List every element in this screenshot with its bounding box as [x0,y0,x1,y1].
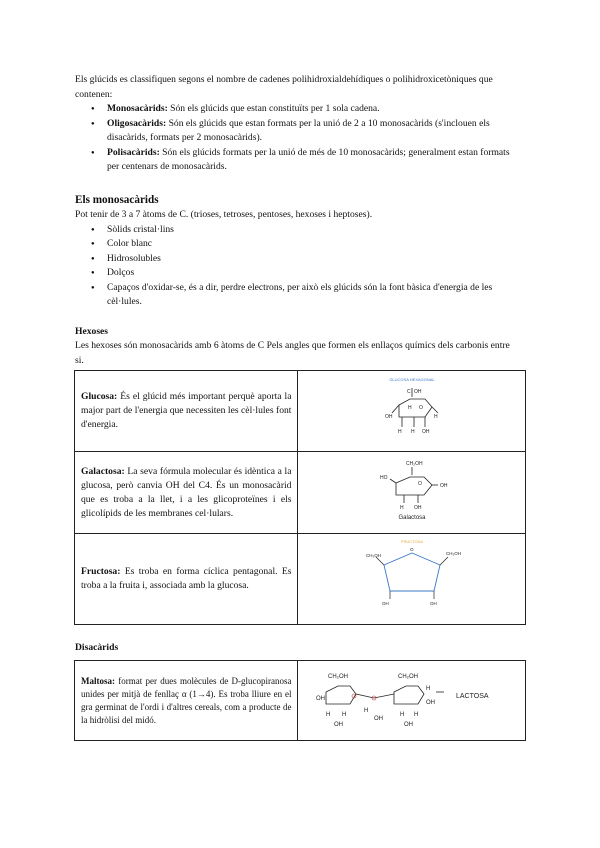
hexoses-section [75,325,520,368]
svg-text:CH₂OH: CH₂OH [445,551,461,557]
intro-bullet-list [75,102,515,175]
list-item: ● Dolços [75,266,515,281]
svg-text:OH: OH [426,699,436,706]
svg-text:OH: OH [316,695,326,702]
glucosa-description: Glucosa: És el glúcid més important perquè aporta la major part de l'energia que necessiten les cèl·lules font d'energia. [81,391,292,430]
svg-text:Galactosa: Galactosa [398,514,426,521]
svg-text:H: H [364,707,369,714]
svg-text:OH: OH [421,429,430,436]
svg-text:H: H [410,429,415,436]
list-item: ● Oligosacàrids: Són els glúcids que estan formats per la unió de 2 a 10 monosacàrids (s'inclouen els disacàrids, formats per 2 monosacàrids). [75,117,515,146]
disacarids-section [75,641,118,655]
section-heading: Els monosacàrids [75,194,159,206]
section-text: Les hexoses són monosacàrids amb 6 àtoms de C Pels angles que formen els enllaços químics dels carbonis entre si. [75,340,510,366]
svg-text:H: H [407,405,412,412]
svg-text:FRUCTOSA: FRUCTOSA [400,539,423,545]
svg-text:OH: OH [404,721,414,728]
list-item: ● Capaços d'oxidar-se, és a dir, perdre electrons, per això els glúcids són la font bàsica d'energia de les cèl·lules. [75,281,515,310]
table-row [75,452,526,534]
svg-text:C: C [406,389,411,396]
svg-text:O: O [409,547,414,553]
list-item: ● Monosacàrids: Són els glúcids que estan constituïts per 1 sola cadena. [75,102,515,117]
svg-text:OH: OH [374,715,384,722]
fructose-structure-figure [352,535,472,617]
svg-text:OH: OH [413,504,422,511]
svg-text:GLUCOSA HEXAGONAL: GLUCOSA HEXAGONAL [389,377,435,383]
list-item: ● Polisacàrids: Són els glúcids formats per la unió de més de 10 monosacàrids; generalment estan formats per centenars de monosacàrids. [75,146,515,175]
svg-text:H: H [397,429,402,436]
table-row [75,534,526,625]
svg-text:H: H [326,711,331,718]
svg-text:CH₂OH: CH₂OH [365,553,381,559]
svg-text:H: H [399,504,404,511]
svg-text:OH: OH [384,414,393,421]
disacarids-table [74,660,526,741]
svg-text:OH: OH [413,389,422,396]
glucose-structure-figure [352,373,472,443]
section-text: Pot tenir de 3 a 7 àtoms de C. (trioses, tetroses, pentoses, hexoses i heptoses). [75,209,373,220]
intro-section [75,73,515,175]
maltosa-description: Maltosa: format per dues molècules de D-glucopiranosa unides per mitjà de fenllaç α (1→4). Es troba lliure en el gra germinat de l'ordi i d'altres cereals, com a producte de la hidròlisi del midó. [81,675,292,725]
svg-text:CH₂OH: CH₂OH [328,673,349,680]
galactosa-description: Galactosa: La seva fórmula molecular és idèntica a la glucosa, però canvia OH del C4. És un monosacàrid que es troba a la llet, i a les glicoproteïnes i els glicolípids de les membranes cel·lulars. [81,465,292,519]
svg-text:H: H [400,711,405,718]
table-row [75,371,526,452]
properties-list [75,223,515,310]
disaccharide-structure-figure [304,662,519,734]
svg-text:OH: OH [439,482,448,489]
svg-text:H: H [342,711,347,718]
svg-text:CH₂OH: CH₂OH [398,673,419,680]
list-item: ● Sòlids cristal·lins [75,223,515,238]
svg-text:H: H [433,414,438,421]
intro-text: Els glúcids es classifiquen segons el nombre de cadenes polihidroxialdehídiques o polihidroxicetòniques que contenen: [75,74,493,100]
table-row [75,661,526,741]
section-heading: Hexoses [75,326,109,337]
svg-text:OH: OH [334,721,344,728]
list-item: ● Color blanc [75,237,515,252]
svg-text:H: H [426,685,431,692]
fructosa-description: Fructosa: Es troba en forma cíclica pentagonal. Es troba a la fruita i, associada amb la glucosa. [81,566,292,591]
list-item: ● Hidrosolubles [75,252,515,267]
svg-text:H: H [414,711,419,718]
svg-text:OH: OH [381,601,389,607]
hexoses-table [74,370,526,625]
section-heading: Disacàrids [75,642,119,653]
svg-text:O: O [417,480,422,487]
svg-text:OH: OH [429,601,437,607]
galactose-structure-figure [352,455,472,525]
svg-text:LACTOSA: LACTOSA [456,692,489,700]
svg-text:CH₂OH: CH₂OH [405,460,423,467]
svg-text:HO: HO [379,474,388,481]
svg-text:O: O [418,405,423,412]
monosacarids-section [75,192,515,310]
